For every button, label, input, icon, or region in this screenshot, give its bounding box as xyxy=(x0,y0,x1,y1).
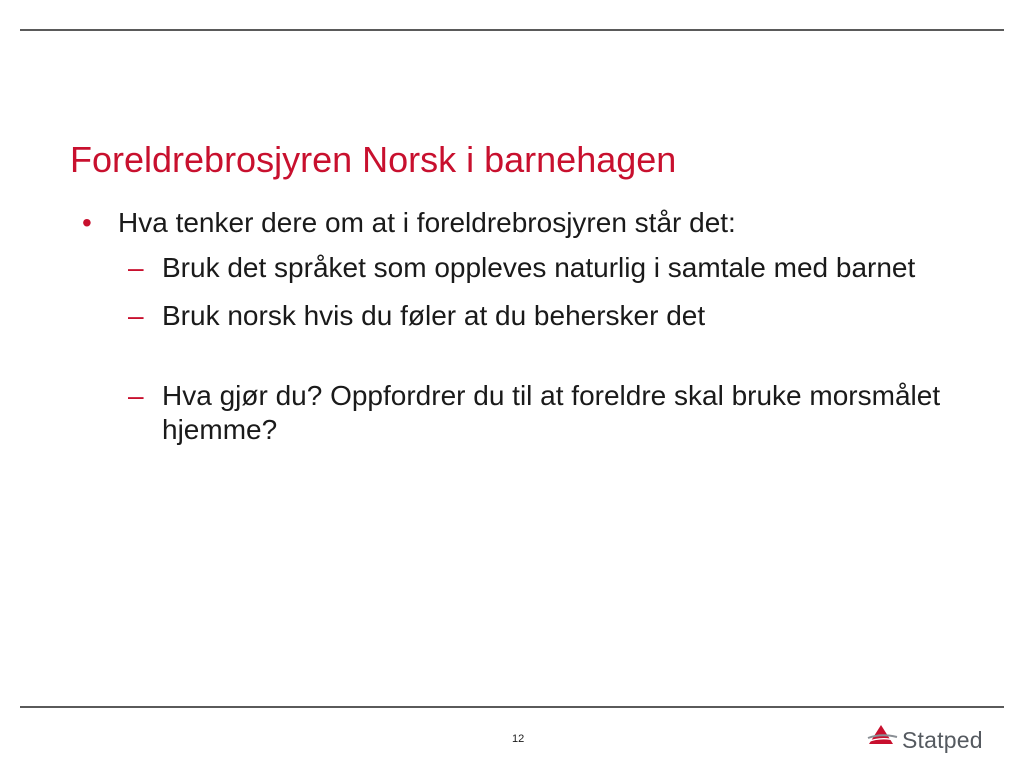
page-number: 12 xyxy=(512,733,525,745)
dash-marker: – xyxy=(128,380,144,411)
slide-title: Foreldrebrosjyren Norsk i barnehagen xyxy=(70,139,677,180)
dash-marker: – xyxy=(128,252,144,283)
sub-bullet-text: Hva gjør du? Oppfordrer du til at foreldre skal bruke morsmålet hjemme? xyxy=(162,380,941,445)
sub-bullet-item xyxy=(70,299,950,333)
bottom-divider xyxy=(20,706,1004,708)
sub-bullet-text: Bruk norsk hvis du føler at du behersker det xyxy=(162,300,706,331)
slide-body xyxy=(70,206,950,461)
dash-marker: – xyxy=(128,300,144,331)
sub-bullet-text: Bruk det språket som oppleves naturlig i samtale med barnet xyxy=(162,252,916,283)
statped-logo xyxy=(866,722,996,758)
bullet-item xyxy=(70,206,950,240)
statped-triangle-logo-icon xyxy=(866,722,900,752)
sub-bullet-item xyxy=(70,379,950,447)
bullet-marker: • xyxy=(82,207,92,238)
top-divider xyxy=(20,29,1004,31)
bullet-text: Hva tenker dere om at i foreldrebrosjyren står det: xyxy=(118,207,736,238)
logo-text: Statped xyxy=(902,727,983,753)
sub-bullet-item xyxy=(70,251,950,285)
